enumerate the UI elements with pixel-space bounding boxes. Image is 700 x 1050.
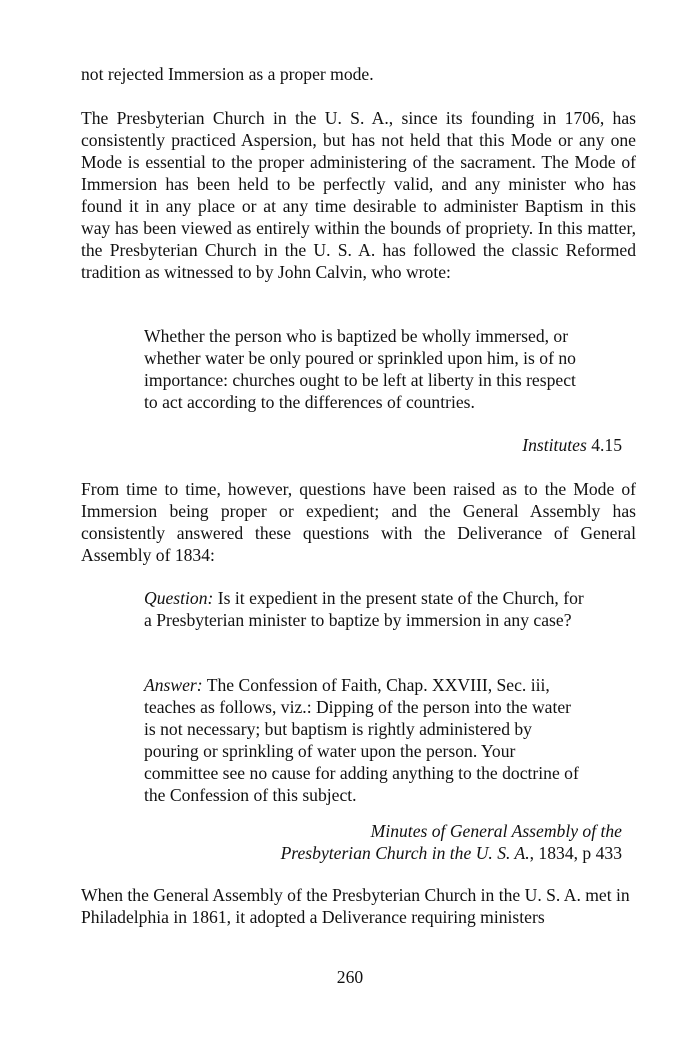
paragraph-aspersion: The Presbyterian Church in the U. S. A., since its founding in 1706, has consistently practiced Aspersion, but has not held that this Mode or any one Mode is essential to the proper administering of the sacrament. The Mode of Immersion has been held to be perfectly valid, and any minister who has found it in any place or at any time desirable to administer Baptism in this way has been viewed as entirely within the bounds of propriety. In this matter, the Presbyterian Church in the U. S. A. has followed the classic Reformed tradition as witnessed to by John Calvin, who wrote: [81, 108, 636, 282]
calvin-quote: Whether the person who is baptized be wholly immersed, or whether water be only poured or sprinkled upon him, is of no importance: churches ought to be left at liberty in this respect to act according to the differences of countries. [144, 326, 576, 412]
answer-label: Answer: [144, 675, 203, 695]
calvin-citation-ref: 4.15 [591, 435, 622, 455]
minutes-citation-line1 [371, 820, 622, 842]
question-label: Question: [144, 588, 214, 608]
answer-block [144, 674, 584, 806]
question-text: Is it expedient in the present state of the Church, for a Presbyterian minister to baptize by immersion in any case? [144, 588, 584, 630]
calvin-citation-title: Institutes [522, 435, 587, 455]
minutes-citation-line2 [281, 842, 622, 864]
paragraph-deliverance: From time to time, however, questions have been raised as to the Mode of Immersion being proper or expedient; and the General Assembly has consistently answered these questions with the Deliverance of General Assembly of 1834: [81, 479, 636, 565]
continuation-line: not rejected Immersion as a proper mode. [81, 64, 374, 84]
question-block [144, 587, 584, 631]
page-number: 260 [336, 967, 364, 987]
minutes-citation-title1: Minutes of General Assembly of the [370, 821, 622, 841]
minutes-citation-ref: , 1834, p 433 [529, 843, 622, 863]
minutes-citation-title2: Presbyterian Church in the U. S. A. [280, 843, 530, 863]
answer-text: The Confession of Faith, Chap. XXVIII, Sec. iii, teaches as follows, viz.: Dipping of the person into the water is not necessary; but baptism is rightly administered by pouring or sprinkling of water upon the person. Your committee see no cause for adding anything to the doctrine of the Confession of this subject. [144, 675, 579, 805]
paragraph-1861: When the General Assembly of the Presbyterian Church in the U. S. A. met in Philadelphia in 1861, it adopted a Deliverance requiring ministers [81, 885, 630, 927]
calvin-citation [522, 434, 622, 456]
